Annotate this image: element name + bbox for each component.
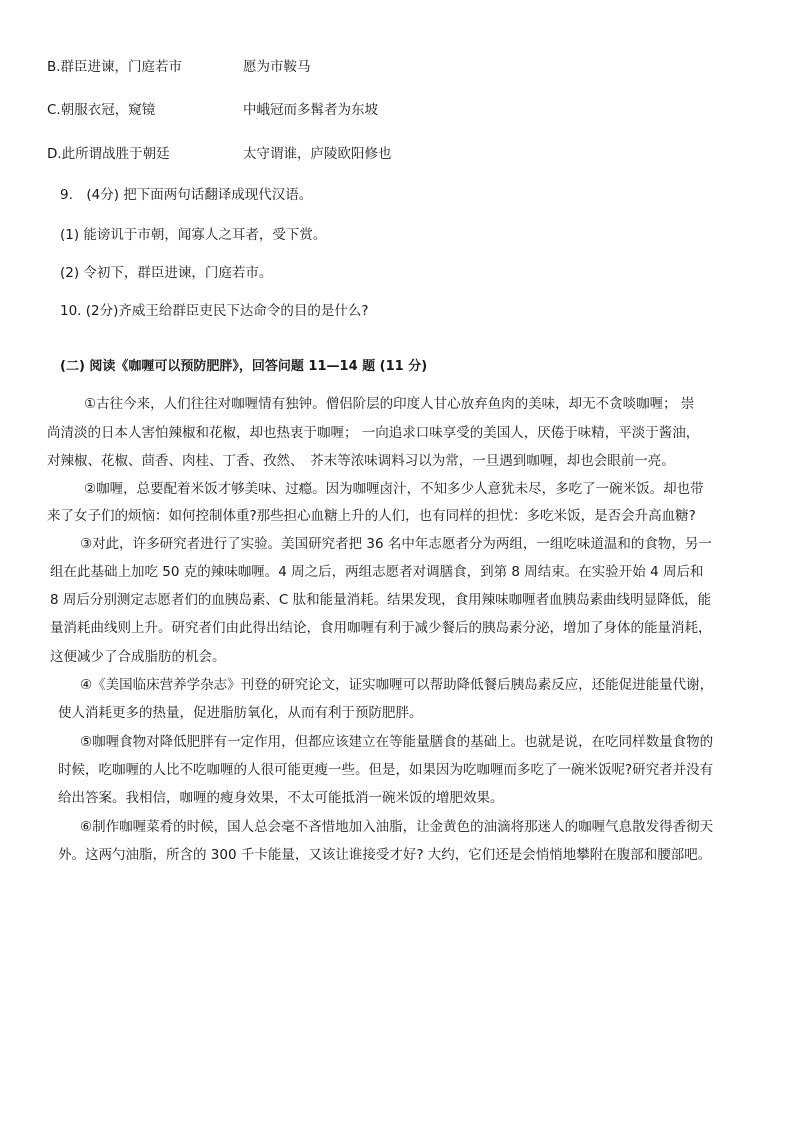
option-c-right: 中峨冠而多髯者为东坡 bbox=[243, 102, 378, 118]
question-9-2: (2) 令初下，群臣进谏，门庭若市。 bbox=[60, 265, 273, 281]
paragraph-line: ③对此，许多研究者进行了实验。美国研究者把 36 名中年志愿者分为两组，一组吃味道温和的食物，另一 bbox=[80, 536, 712, 552]
question-10: 10. (2分)齐威王给群臣吏民下达命令的目的是什么? bbox=[60, 303, 369, 319]
paragraph-line: 8 周后分别测定志愿者们的血胰岛素、C 肽和能量消耗。结果发现，食用辣味咖喱者血胰岛素曲线明显降低，能 bbox=[50, 592, 712, 608]
option-d-right: 太守谓谁，庐陵欧阳修也 bbox=[243, 146, 392, 162]
paragraph-line: 来了女子们的烦恼：如何控制体重?那些担心血糖上升的人们，也有同样的担忧：多吃米饭，是否会升高血糖? bbox=[47, 508, 696, 524]
paragraph-line: 时候，吃咖喱的人比不吃咖喱的人很可能更瘦一些。但是，如果因为吃咖喱而多吃了一碗米饭呢?研究者并没有 bbox=[58, 762, 714, 778]
question-9-1: (1) 能谤讥于市朝，闻寡人之耳者，受下赏。 bbox=[60, 227, 327, 243]
option-d-left: D.此所谓战胜于朝廷 bbox=[47, 146, 170, 162]
paragraph-line: 量消耗曲线则上升。研究者们由此得出结论，食用咖喱有利于减少餐后的胰岛素分泌，增加了身体的能量消耗， bbox=[50, 620, 712, 636]
paragraph-line: 这便减少了合成脂肪的机会。 bbox=[50, 649, 226, 665]
paragraph-line: ⑥制作咖喱菜肴的时候，国人总会毫不吝惜地加入油脂，让金黄色的油滴将那迷人的咖喱气息散发得香彻天 bbox=[80, 819, 714, 835]
paragraph-line: 给出答案。我相信，咖喱的瘦身效果，不太可能抵消一碗米饭的增肥效果。 bbox=[58, 790, 504, 806]
paragraph-line: ④《美国临床营养学杂志》刊登的研究论文，证实咖喱可以帮助降低餐后胰岛素反应，还能促进能量代谢， bbox=[80, 677, 714, 693]
question-9: 9. (4分) 把下面两句话翻译成现代汉语。 bbox=[60, 187, 313, 203]
paragraph-line: 对辣椒、花椒、茴香、肉桂、丁香、孜然、 芥末等浓味调料习以为常，一旦遇到咖喱，却也会眼前一亮。 bbox=[47, 453, 675, 469]
section-title: (二) 阅读《咖喱可以预防肥胖》，回答问题 11—14 题 (11 分) bbox=[60, 359, 428, 374]
paragraph-line: 组在此基础上加吃 50 克的辣味咖喱。4 周之后，两组志愿者对调膳食，到第 8 周结束。在实验开始 4 周后和 bbox=[50, 564, 704, 580]
paragraph-line: 外。这两勺油脂，所含的 300 千卡能量，又该让谁接受才好? 大约，它们还是会悄悄地攀附在腹部和腰部吧。 bbox=[58, 847, 712, 863]
option-b-right: 愿为市鞍马 bbox=[243, 59, 311, 75]
paragraph-line: ②咖喱，总要配着米饭才够美味、过瘾。因为咖喱卤汁，不知多少人意犹未尽，多吃了一碗米饭。却也带 bbox=[84, 481, 704, 497]
option-b-left: B.群臣进谏，门庭若市 bbox=[47, 59, 183, 75]
paragraph-line: ①古往今来，人们往往对咖喱情有独钟。僧侣阶层的印度人甘心放弃鱼肉的美味，却无不贪啖咖喱； 崇 bbox=[84, 396, 695, 412]
paragraph-line: 使人消耗更多的热量，促进脂肪氧化，从而有利于预防肥胖。 bbox=[58, 705, 423, 721]
paragraph-line: 尚清淡的日本人害怕辣椒和花椒，却也热衷于咖喱； 一向追求口味享受的美国人，厌倦于味精，平淡于酱油， bbox=[47, 425, 700, 441]
option-c-left: C.朝服衣冠，窥镜 bbox=[47, 102, 156, 118]
paragraph-line: ⑤咖喱食物对降低肥胖有一定作用，但都应该建立在等能量膳食的基础上。也就是说，在吃同样数量食物的 bbox=[80, 734, 714, 750]
